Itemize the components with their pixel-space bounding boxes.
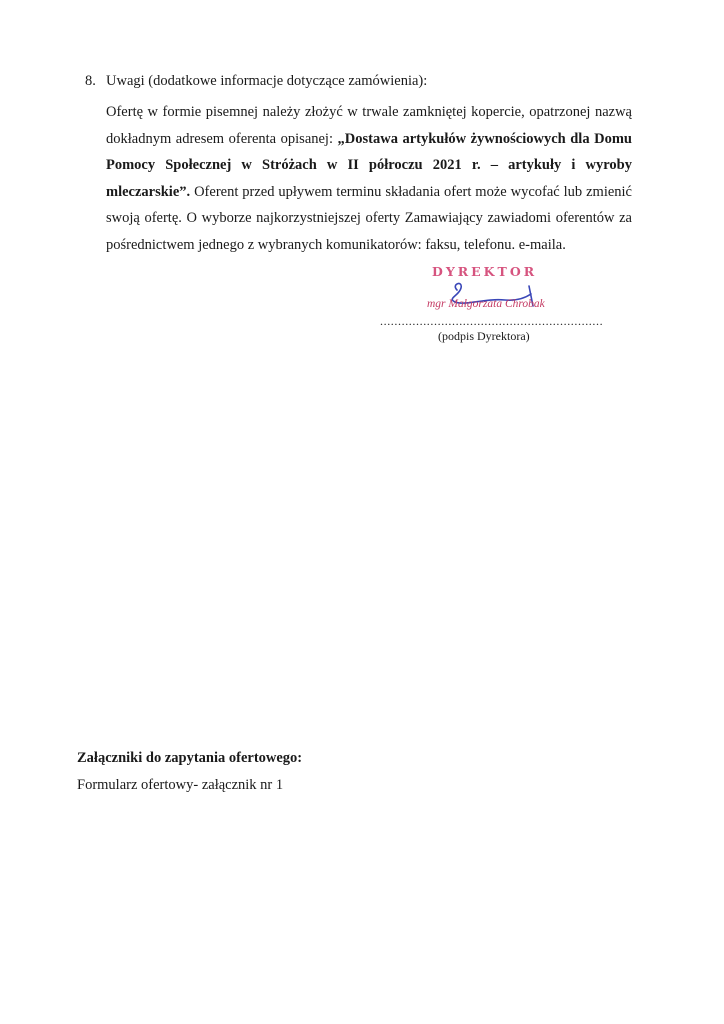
item-title: Uwagi (dodatkowe informacje dotyczące zamówienia): [106, 73, 428, 89]
item-paragraph [106, 99, 632, 258]
attachment-item: Formularz ofertowy- załącznik nr 1 [77, 777, 284, 793]
attachments-heading: Załączniki do zapytania ofertowego: [77, 750, 303, 766]
line-text: pośrednictwem jednego z wybranych komunikatorów: faksu, telefonu. e-maila. [106, 236, 566, 253]
paragraph-line [106, 152, 632, 179]
stamp-name: mgr Małgorzata Chrobak [427, 298, 545, 310]
line-text-bold: „Dostawa artykułów żywnościowych dla Domu [337, 130, 632, 147]
item-number: 8. [85, 73, 96, 89]
signature-line: .............................................................. [380, 314, 604, 328]
stamp-title: DYREKTOR [432, 264, 538, 279]
paragraph-line [106, 126, 632, 153]
paragraph-line [106, 179, 632, 206]
paragraph-line [106, 99, 632, 126]
paragraph-line [106, 205, 632, 232]
line-text: swoją ofertę. O wyborze najkorzystniejszej oferty Zamawiający zawiadomi oferentów za [106, 210, 632, 226]
line-text-bold: Pomocy Społecznej w Stróżach w II półroczu 2021 r. – artykuły i wyroby [106, 157, 632, 173]
line-text: dokładnym adresem oferenta opisanej: [106, 130, 338, 147]
paragraph-line [106, 232, 632, 259]
line-text: Oferent przed upływem terminu składania ofert może wycofać lub zmienić [190, 183, 632, 200]
line-text: Ofertę w formie pisemnej należy złożyć w trwale zamkniętej kopercie, opatrzonej nazwą [106, 104, 632, 120]
signature-caption: (podpis Dyrektora) [438, 329, 530, 343]
line-text-bold: mleczarskie”. [106, 183, 191, 200]
